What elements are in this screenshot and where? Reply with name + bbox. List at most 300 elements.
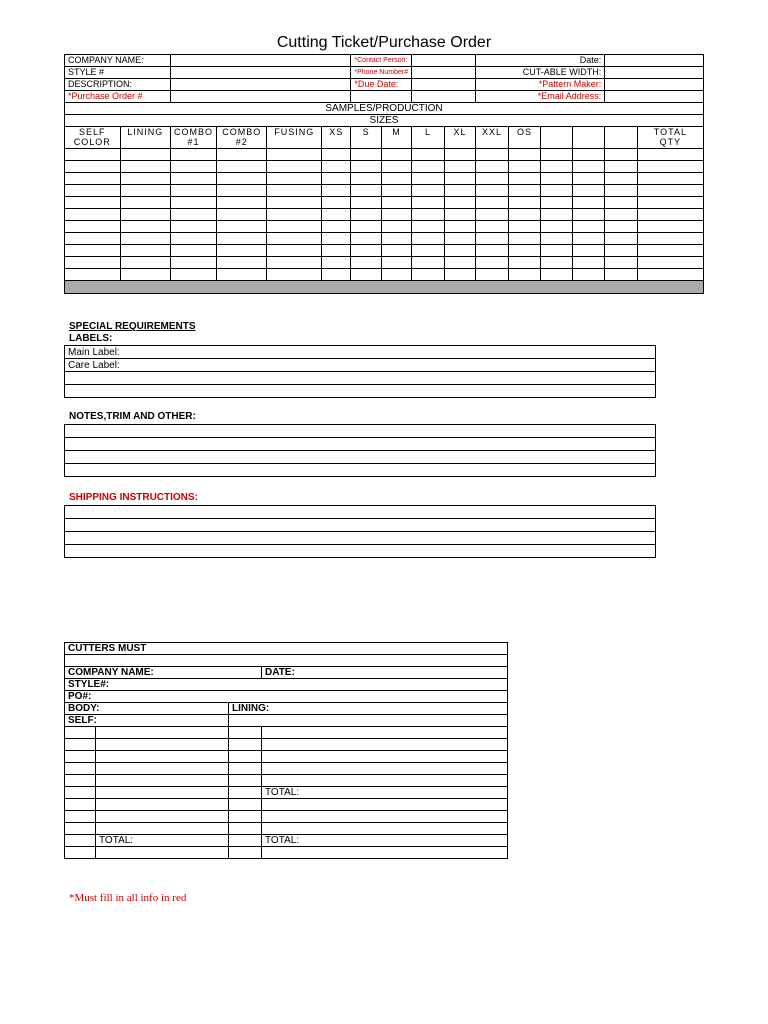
size-cell[interactable]	[322, 269, 351, 281]
size-cell[interactable]	[381, 245, 411, 257]
size-cell[interactable]	[637, 185, 703, 197]
style-label: STYLE #	[65, 67, 171, 79]
size-cell[interactable]	[351, 149, 381, 161]
size-cell[interactable]	[65, 233, 121, 245]
size-cell[interactable]	[508, 245, 541, 257]
cutters-grid-cell[interactable]	[229, 787, 262, 799]
size-cell[interactable]	[120, 197, 170, 209]
size-cell[interactable]	[508, 161, 541, 173]
size-cell[interactable]	[65, 209, 121, 221]
cutters-date[interactable]: DATE:	[262, 667, 508, 679]
cutters-company-name[interactable]: COMPANY NAME:	[65, 667, 262, 679]
size-cell[interactable]	[217, 197, 267, 209]
cutters-grid-cell[interactable]	[96, 847, 229, 859]
size-cell[interactable]	[322, 149, 351, 161]
required-info-footnote: *Must fill in all info in red	[69, 892, 187, 904]
cutters-style[interactable]: STYLE#:	[65, 679, 508, 691]
cutters-grid-cell[interactable]	[229, 847, 262, 859]
size-cell[interactable]	[541, 257, 572, 269]
size-cell[interactable]	[476, 257, 509, 269]
size-cell[interactable]	[351, 161, 381, 173]
cutters-grid-cell[interactable]	[65, 727, 96, 739]
size-cell[interactable]	[508, 257, 541, 269]
due-date-field[interactable]	[412, 79, 476, 91]
size-cell[interactable]	[572, 209, 605, 221]
cutters-grid-cell[interactable]	[65, 811, 96, 823]
size-cell[interactable]	[412, 209, 445, 221]
col-blank	[605, 127, 638, 149]
size-cell[interactable]	[412, 245, 445, 257]
size-cell[interactable]	[217, 245, 267, 257]
notes-line[interactable]	[65, 438, 656, 451]
size-cell[interactable]	[444, 185, 475, 197]
cutters-grid-cell[interactable]	[229, 727, 262, 739]
size-cell[interactable]	[120, 257, 170, 269]
cutters-grid-row	[65, 835, 508, 847]
cutters-grid-cell[interactable]	[229, 835, 262, 847]
size-row	[65, 173, 704, 185]
cutable-width-field[interactable]	[605, 67, 704, 79]
description-field[interactable]	[170, 79, 350, 91]
size-row	[65, 233, 704, 245]
blank-row	[65, 655, 508, 667]
size-cell[interactable]	[322, 257, 351, 269]
size-cell[interactable]	[412, 161, 445, 173]
size-cell[interactable]	[508, 149, 541, 161]
phone-number-field[interactable]	[412, 67, 476, 79]
size-cell[interactable]	[267, 149, 322, 161]
size-rows	[65, 149, 704, 281]
size-cell[interactable]	[572, 257, 605, 269]
email-address-label: *Email Address:	[476, 91, 605, 103]
size-cell[interactable]	[637, 197, 703, 209]
col-lining: LINING	[120, 127, 170, 149]
size-cell[interactable]	[322, 197, 351, 209]
size-cell[interactable]	[65, 221, 121, 233]
cutters-grid-row	[65, 739, 508, 751]
size-cell[interactable]	[412, 197, 445, 209]
size-cell[interactable]	[217, 161, 267, 173]
size-cell[interactable]	[170, 245, 216, 257]
size-cell[interactable]	[267, 161, 322, 173]
gray-footer-bar	[65, 281, 704, 294]
size-cell[interactable]	[541, 233, 572, 245]
cutters-grid-row	[65, 775, 508, 787]
cutters-self[interactable]: SELF:	[65, 715, 229, 727]
cutters-grid-cell[interactable]	[262, 811, 508, 823]
size-cell[interactable]	[508, 173, 541, 185]
size-cell[interactable]	[508, 209, 541, 221]
cutters-total-right[interactable]: TOTAL:	[262, 835, 508, 847]
size-cell[interactable]	[267, 221, 322, 233]
size-cell[interactable]	[637, 245, 703, 257]
size-cell[interactable]	[572, 149, 605, 161]
size-cell[interactable]	[637, 257, 703, 269]
col-combo-2: COMBO #2	[217, 127, 267, 149]
size-cell[interactable]	[267, 173, 322, 185]
size-row	[65, 221, 704, 233]
size-cell[interactable]	[541, 173, 572, 185]
size-cell[interactable]	[120, 173, 170, 185]
cutters-grid-cell[interactable]	[96, 739, 229, 751]
size-cell[interactable]	[170, 185, 216, 197]
size-cell[interactable]	[508, 221, 541, 233]
blank-cell	[412, 91, 476, 103]
size-cell[interactable]	[381, 209, 411, 221]
size-cell[interactable]	[120, 149, 170, 161]
cutters-grid-cell[interactable]	[96, 811, 229, 823]
cutters-grid-cell[interactable]	[262, 847, 508, 859]
size-cell[interactable]	[476, 149, 509, 161]
size-cell[interactable]	[381, 161, 411, 173]
size-cell[interactable]	[322, 233, 351, 245]
cutters-grid-rows	[65, 727, 508, 859]
size-cell[interactable]	[351, 269, 381, 281]
size-cell[interactable]	[476, 197, 509, 209]
size-cell[interactable]	[605, 269, 638, 281]
size-cell[interactable]	[444, 173, 475, 185]
size-cell[interactable]	[267, 209, 322, 221]
company-name-field[interactable]	[170, 55, 350, 67]
size-cell[interactable]	[605, 185, 638, 197]
cutters-grid-cell[interactable]	[65, 835, 96, 847]
size-cell[interactable]	[381, 269, 411, 281]
size-cell[interactable]	[412, 257, 445, 269]
size-cell[interactable]	[605, 197, 638, 209]
size-cell[interactable]	[267, 197, 322, 209]
company-name-label: COMPANY NAME:	[65, 55, 171, 67]
size-cell[interactable]	[476, 269, 509, 281]
cutters-grid-cell[interactable]	[65, 763, 96, 775]
cutters-total-left[interactable]: TOTAL:	[96, 835, 229, 847]
size-cell[interactable]	[351, 221, 381, 233]
size-cell[interactable]	[444, 221, 475, 233]
notes-line[interactable]	[65, 464, 656, 477]
size-cell[interactable]	[170, 197, 216, 209]
size-cell[interactable]	[267, 245, 322, 257]
cutters-body[interactable]: BODY:	[65, 703, 229, 715]
size-cell[interactable]	[267, 185, 322, 197]
cutters-grid-cell[interactable]	[262, 763, 508, 775]
cutters-grid-cell[interactable]	[262, 775, 508, 787]
size-cell[interactable]	[322, 221, 351, 233]
cutters-grid-cell[interactable]	[96, 727, 229, 739]
size-cell[interactable]	[381, 173, 411, 185]
size-cell[interactable]	[605, 149, 638, 161]
size-cell[interactable]	[170, 233, 216, 245]
size-cell[interactable]	[412, 233, 445, 245]
size-cell[interactable]	[637, 221, 703, 233]
style-field[interactable]	[170, 67, 350, 79]
size-cell[interactable]	[476, 233, 509, 245]
page-title: Cutting Ticket/Purchase Order	[276, 34, 492, 51]
size-cell[interactable]	[572, 173, 605, 185]
size-cell[interactable]	[508, 233, 541, 245]
cutters-grid-cell[interactable]	[229, 751, 262, 763]
size-cell[interactable]	[381, 233, 411, 245]
size-cell[interactable]	[412, 185, 445, 197]
size-cell[interactable]	[444, 269, 475, 281]
size-cell[interactable]	[476, 185, 509, 197]
size-row	[65, 149, 704, 161]
cutters-grid-cell[interactable]	[65, 823, 96, 835]
size-cell[interactable]	[476, 245, 509, 257]
size-cell[interactable]	[351, 197, 381, 209]
col-combo-1: COMBO #1	[170, 127, 216, 149]
labels-heading: LABELS:	[69, 333, 113, 344]
size-cell[interactable]	[351, 233, 381, 245]
size-cell[interactable]	[381, 221, 411, 233]
cutters-grid-cell[interactable]	[96, 763, 229, 775]
size-cell[interactable]	[351, 245, 381, 257]
size-cell[interactable]	[381, 149, 411, 161]
size-cell[interactable]	[381, 185, 411, 197]
labels-extra-line[interactable]	[65, 385, 656, 398]
size-cell[interactable]	[637, 269, 703, 281]
cutters-grid-cell[interactable]	[65, 799, 96, 811]
size-cell[interactable]	[605, 257, 638, 269]
due-date-label: *Due Date:	[351, 79, 412, 91]
size-cell[interactable]	[637, 149, 703, 161]
size-cell[interactable]	[572, 233, 605, 245]
cutters-grid-row	[65, 763, 508, 775]
size-cell[interactable]	[637, 161, 703, 173]
size-cell[interactable]	[170, 257, 216, 269]
size-cell[interactable]	[572, 161, 605, 173]
cutters-grid-cell[interactable]	[229, 763, 262, 775]
size-cell[interactable]	[444, 161, 475, 173]
cutters-grid-cell[interactable]	[65, 751, 96, 763]
cutters-grid-cell[interactable]	[262, 727, 508, 739]
size-cell[interactable]	[444, 197, 475, 209]
notes-line[interactable]	[65, 451, 656, 464]
size-cell[interactable]	[351, 185, 381, 197]
cutters-heading: CUTTERS MUST	[65, 643, 508, 655]
size-cell[interactable]	[217, 185, 267, 197]
size-cell[interactable]	[217, 209, 267, 221]
size-cell[interactable]	[508, 197, 541, 209]
date-field[interactable]	[605, 55, 704, 67]
size-cell[interactable]	[65, 173, 121, 185]
cutters-grid-cell[interactable]	[229, 739, 262, 751]
special-requirements-heading: SPECIAL REQUIREMENTS	[69, 321, 196, 332]
size-cell[interactable]	[508, 185, 541, 197]
cutters-grid-cell[interactable]	[262, 751, 508, 763]
size-cell[interactable]	[572, 269, 605, 281]
size-cell[interactable]	[267, 269, 322, 281]
size-cell[interactable]	[572, 197, 605, 209]
cutters-grid-cell[interactable]	[229, 811, 262, 823]
size-cell[interactable]	[381, 257, 411, 269]
notes-trim-heading: NOTES,TRIM AND OTHER:	[69, 411, 196, 422]
cutters-po[interactable]: PO#:	[65, 691, 508, 703]
size-cell[interactable]	[605, 233, 638, 245]
size-cell[interactable]	[605, 221, 638, 233]
email-address-field[interactable]	[605, 91, 704, 103]
size-cell[interactable]	[637, 233, 703, 245]
blank-cell	[351, 91, 412, 103]
col-fusing: FUSING	[267, 127, 322, 149]
cutters-grid-cell[interactable]	[96, 787, 229, 799]
size-cell[interactable]	[637, 173, 703, 185]
size-cell[interactable]	[217, 269, 267, 281]
notes-line[interactable]	[65, 425, 656, 438]
size-cell[interactable]	[412, 149, 445, 161]
size-cell[interactable]	[217, 233, 267, 245]
cutters-grid-cell[interactable]	[65, 787, 96, 799]
size-cell[interactable]	[508, 269, 541, 281]
size-cell[interactable]	[217, 173, 267, 185]
size-cell[interactable]	[120, 233, 170, 245]
size-cell[interactable]	[170, 209, 216, 221]
care-label-field[interactable]: Care Label:	[65, 359, 656, 372]
size-cell[interactable]	[120, 161, 170, 173]
size-row	[65, 185, 704, 197]
size-cell[interactable]	[322, 245, 351, 257]
size-cell[interactable]	[541, 149, 572, 161]
size-cell[interactable]	[322, 161, 351, 173]
size-cell[interactable]	[444, 209, 475, 221]
col-total-qty: TOTAL QTY	[637, 127, 703, 149]
cutable-width-label: CUT-ABLE WIDTH:	[476, 67, 605, 79]
size-cell[interactable]	[351, 257, 381, 269]
col-xl: XL	[444, 127, 475, 149]
col-blank	[541, 127, 572, 149]
size-cell[interactable]	[605, 173, 638, 185]
size-cell[interactable]	[65, 161, 121, 173]
size-cell[interactable]	[444, 233, 475, 245]
size-cell[interactable]	[444, 257, 475, 269]
size-cell[interactable]	[120, 185, 170, 197]
cutters-grid-cell[interactable]	[262, 799, 508, 811]
shipping-instructions-heading: SHIPPING INSTRUCTIONS:	[69, 492, 198, 503]
contact-person-field[interactable]	[412, 55, 476, 67]
size-cell[interactable]	[65, 269, 121, 281]
size-cell[interactable]	[170, 269, 216, 281]
purchase-order-field[interactable]	[170, 91, 350, 103]
col-s: S	[351, 127, 381, 149]
order-header-table	[64, 54, 704, 294]
cutters-lining[interactable]: LINING:	[229, 703, 508, 715]
size-cell[interactable]	[476, 161, 509, 173]
col-l: L	[412, 127, 445, 149]
size-cell[interactable]	[65, 149, 121, 161]
cutters-grid-cell[interactable]	[229, 799, 262, 811]
main-label-field[interactable]: Main Label:	[65, 346, 656, 359]
labels-extra-line[interactable]	[65, 372, 656, 385]
size-cell[interactable]	[65, 257, 121, 269]
cutters-grid-cell[interactable]	[65, 775, 96, 787]
size-row	[65, 269, 704, 281]
size-cell[interactable]	[541, 185, 572, 197]
pattern-maker-field[interactable]	[605, 79, 704, 91]
cutters-grid-cell[interactable]	[229, 823, 262, 835]
size-cell[interactable]	[267, 233, 322, 245]
size-cell[interactable]	[541, 269, 572, 281]
blank-cell	[229, 715, 508, 727]
size-cell[interactable]	[120, 209, 170, 221]
shipping-line[interactable]	[65, 506, 656, 519]
size-cell[interactable]	[541, 197, 572, 209]
size-cell[interactable]	[267, 257, 322, 269]
size-cell[interactable]	[65, 197, 121, 209]
size-cell[interactable]	[65, 245, 121, 257]
size-cell[interactable]	[170, 149, 216, 161]
size-cell[interactable]	[605, 161, 638, 173]
cutters-grid-cell[interactable]	[229, 775, 262, 787]
size-cell[interactable]	[170, 161, 216, 173]
size-cell[interactable]	[322, 209, 351, 221]
size-cell[interactable]	[120, 245, 170, 257]
size-cell[interactable]	[217, 221, 267, 233]
contact-person-label: *Contact Person:	[351, 55, 412, 67]
size-cell[interactable]	[444, 245, 475, 257]
cutters-grid-row	[65, 823, 508, 835]
size-cell[interactable]	[541, 161, 572, 173]
size-cell[interactable]	[444, 149, 475, 161]
col-m: M	[381, 127, 411, 149]
cutters-grid-cell[interactable]	[262, 739, 508, 751]
cutters-grid-cell[interactable]	[96, 775, 229, 787]
size-cell[interactable]	[170, 221, 216, 233]
size-cell[interactable]	[572, 245, 605, 257]
size-cell[interactable]	[476, 209, 509, 221]
size-cell[interactable]	[217, 149, 267, 161]
size-cell[interactable]	[412, 269, 445, 281]
size-cell[interactable]	[322, 185, 351, 197]
cutters-grid-cell[interactable]	[262, 823, 508, 835]
size-cell[interactable]	[572, 221, 605, 233]
size-cell[interactable]	[120, 269, 170, 281]
shipping-line[interactable]	[65, 519, 656, 532]
size-cell[interactable]	[217, 257, 267, 269]
cutters-grid-row	[65, 727, 508, 739]
shipping-line[interactable]	[65, 545, 656, 558]
size-cell[interactable]	[541, 221, 572, 233]
col-xs: XS	[322, 127, 351, 149]
pattern-maker-label: *Pattern Maker:	[476, 79, 605, 91]
size-cell[interactable]	[120, 221, 170, 233]
size-cell[interactable]	[476, 221, 509, 233]
size-cell[interactable]	[381, 197, 411, 209]
size-cell[interactable]	[351, 173, 381, 185]
size-cell[interactable]	[170, 173, 216, 185]
size-cell[interactable]	[412, 173, 445, 185]
size-cell[interactable]	[412, 221, 445, 233]
shipping-line[interactable]	[65, 532, 656, 545]
col-os: OS	[508, 127, 541, 149]
cutters-grid-row	[65, 751, 508, 763]
col-xxl: XXL	[476, 127, 509, 149]
size-cell[interactable]	[541, 245, 572, 257]
size-cell[interactable]	[351, 209, 381, 221]
size-cell[interactable]	[637, 209, 703, 221]
size-cell[interactable]	[605, 245, 638, 257]
size-cell[interactable]	[605, 209, 638, 221]
cutters-grid-cell[interactable]	[96, 751, 229, 763]
cutters-grid-cell[interactable]	[96, 799, 229, 811]
cutters-total-right[interactable]: TOTAL:	[262, 787, 508, 799]
size-cell[interactable]	[322, 173, 351, 185]
size-cell[interactable]	[65, 185, 121, 197]
cutters-grid-cell[interactable]	[65, 739, 96, 751]
cutters-grid-cell[interactable]	[65, 847, 96, 859]
size-cell[interactable]	[572, 185, 605, 197]
col-self-color: SELF COLOR	[65, 127, 121, 149]
size-cell[interactable]	[476, 173, 509, 185]
size-cell[interactable]	[541, 209, 572, 221]
cutters-grid-cell[interactable]	[96, 823, 229, 835]
